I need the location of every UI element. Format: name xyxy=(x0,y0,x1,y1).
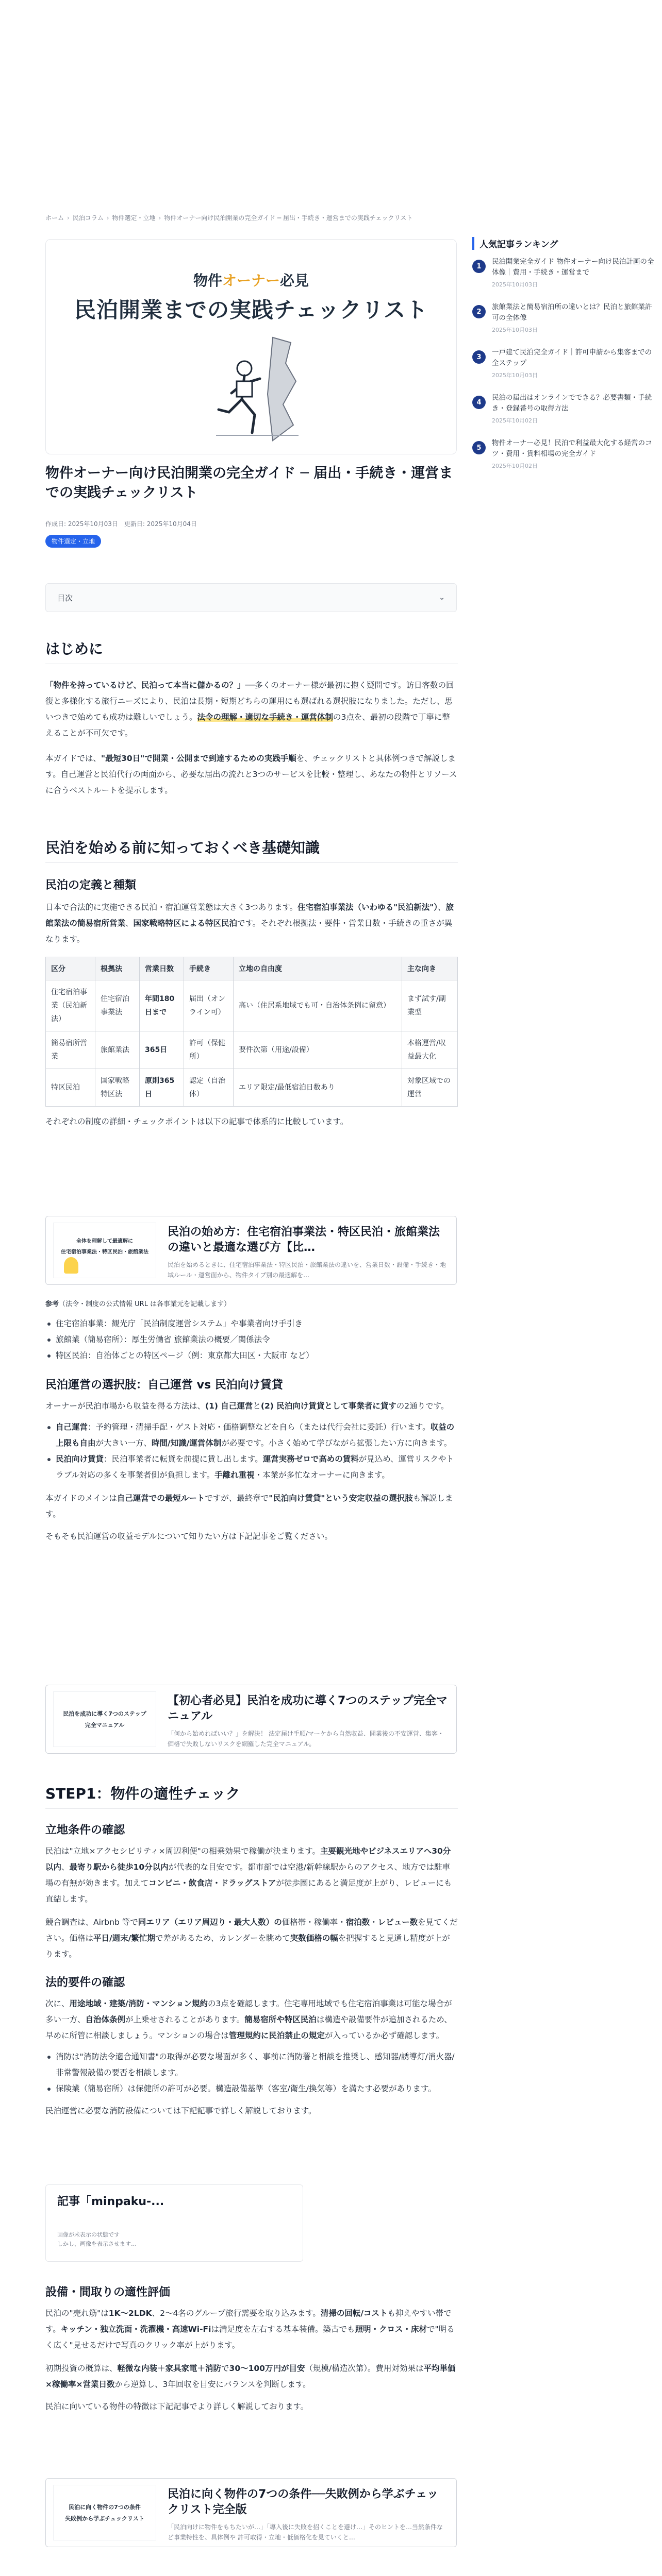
table-cell: 本格運営/収益最大化 xyxy=(402,1031,458,1069)
subsection-heading: 民泊運営の選択肢：自己運営 vs 民泊向け賃貸 xyxy=(45,1379,283,1392)
section-references xyxy=(45,1298,458,1545)
ranking-date: 2025年10月02日 xyxy=(492,417,538,424)
table-header: 根拠法 xyxy=(95,957,140,980)
table-cell: 住宅宿泊事業法 xyxy=(95,980,140,1031)
table-cell: 届出（オンライン可） xyxy=(184,980,234,1031)
article-dates: 作成日: 2025年10月03日 更新日: 2025年10月04日 xyxy=(45,520,197,528)
table-cell: 簡易宿所営業 xyxy=(46,1031,95,1069)
card-title: 民泊の始め方：住宅宿泊事業法・特区民泊・旅館業法の違いと最適な選び方【比… xyxy=(168,1226,440,1254)
card-title: 【初心者必見】民泊を成功に導く7つのステップ完全マニュアル xyxy=(168,1694,448,1723)
person-icon xyxy=(64,1257,78,1274)
rank-number: 4 xyxy=(472,396,486,409)
rank-number: 2 xyxy=(472,305,486,318)
card-title: 民泊に向く物件の7つの条件──失敗例から学ぶチェックリスト完全版 xyxy=(168,2488,439,2516)
card-thumbnail: 民泊に向く物件の7つの条件 失敗例から学ぶチェックリスト xyxy=(53,2485,156,2540)
table-row xyxy=(46,980,458,1031)
table-row xyxy=(46,1031,458,1069)
comparison-table xyxy=(45,957,458,1107)
reference-list xyxy=(45,1316,458,1364)
card-thumbnail: 全体を理解して最適解に 住宅宿泊事業法・特区民泊・旅館業法 xyxy=(53,1223,156,1278)
subsection-heading: 設備・間取りの適性評価 xyxy=(45,2286,171,2299)
paragraph: 次に、用途地域・建築/消防・マンション規約の3点を確認します。住宅専用地域でも住宅宿泊事業は可能な場合が多い一方、自治体条例が上乗せされることがあります。簡易宿所や特区民泊は構造や設備要件が追加されるため、早めに所管に相談しましょう。マンションの場合は管理規約に民泊禁止の規定が入っているか必ず確認します。 xyxy=(45,1999,452,2040)
table-cell: 原則365日 xyxy=(140,1069,184,1107)
list-item[interactable]: 特区民泊：自治体ごとの特区ページ（例：東京都大田区・大阪市 など） xyxy=(45,1348,458,1364)
table-cell: 年間180日まで xyxy=(140,980,184,1031)
table-cell: 住宅宿泊事業（民泊新法） xyxy=(46,980,95,1031)
ranking-date: 2025年10月03日 xyxy=(492,372,538,379)
paragraph: そもそも民泊運営の収益モデルについて知りたい方は下記記事をご覧ください。 xyxy=(45,1532,333,1541)
list-item: 消防は"消防法令適合通知書"の取得が必要な場面が多く、事前に消防署と相談を推奨し、感知器/誘導灯/消火器/非常警報設備の要否を相談します。 xyxy=(45,2049,458,2081)
sidebar-ranking-heading: 人気記事ランキング xyxy=(472,237,558,250)
ranking-item[interactable] xyxy=(472,438,658,470)
paragraph: 「物件を持っているけど、民泊って本当に儲かるの？」──多くのオーナー様が最初に抱く疑問です。訪日客数の回復と多様化する旅行ニーズにより、民泊は長期・短期どちらの運用にも選ばれる選択肢になりました。ただし、思いつきで始めても成功は難しいでしょう。法令の理解・適切な手続き・運営体制の3点を、最初の段階で丁寧に整えることが不可欠です。 xyxy=(45,681,454,738)
table-header: 立地の自由度 xyxy=(234,957,402,980)
card-thumbnail: 民泊を成功に導く7つのステップ 完全マニュアル xyxy=(53,1691,156,1747)
related-article-card[interactable] xyxy=(45,1216,457,1285)
paragraph: 日本で合法的に実施できる民泊・宿泊運営業態は大きく3つあります。住宅宿泊事業法（いわゆる"民泊新法"）、旅館業法の簡易宿所営業、国家戦略特区による特区民泊です。それぞれ根拠法・要件・営業日数・手続きの重さが異なります。 xyxy=(45,903,454,944)
breadcrumb-current: 物件オーナー向け民泊開業の完全ガイド ─ 届出・手続き・運営までの実践チェックリスト xyxy=(164,214,413,222)
list-item[interactable]: 住宅宿泊事業：観光庁「民泊制度運営システム」や事業者向け手引き xyxy=(45,1316,458,1332)
table-cell: 要件次第（用途/設備） xyxy=(234,1031,402,1069)
table-cell: 許可（保健所） xyxy=(184,1031,234,1069)
ranking-item[interactable] xyxy=(472,302,658,334)
card-description: 民泊を始めるときに、住宅宿泊事業法・特区民泊・旅館業法の違いを、営業日数・設備・手続き・地域ルール・運営面から、物件タイプ別の最適解を… xyxy=(168,1261,446,1279)
paragraph: オーナーが民泊市場から収益を得る方法は、(1) 自己運営と(2) 民泊向け賃貸として事業者に貸すの2通りです。 xyxy=(45,1401,449,1411)
hero-title: 民泊開業までの実践チェックリスト xyxy=(74,297,428,323)
table-cell: エリア限定/最低宿泊日数あり xyxy=(234,1069,402,1107)
rank-number: 1 xyxy=(472,260,486,273)
ranking-title: 旅館業法と簡易宿泊所の違いとは？民泊と旅館業許可の全体像 xyxy=(492,303,652,322)
hero-kicker: 物件オーナー必見 xyxy=(193,272,309,289)
ranking-title: 物件オーナー必見！民泊で利益最大化する経営のコツ・費用・賃料相場の完全ガイド xyxy=(492,439,652,458)
card-description: 「何から始めればいい？」を解決！ 法定届け手順/マーケから自然収益、開業後の不安運営、集客・価格で失敗しないリスクを網羅した完全マニュアル。 xyxy=(168,1730,444,1748)
runner-illustration-icon xyxy=(195,332,309,446)
table-cell: 認定（自治体） xyxy=(184,1069,234,1107)
toc-label: 目次 xyxy=(57,593,73,603)
table-of-contents[interactable] xyxy=(45,583,457,612)
ranking-date: 2025年10月02日 xyxy=(492,463,538,469)
breadcrumb-separator: › xyxy=(158,214,161,222)
article-title: 物件オーナー向け民泊開業の完全ガイド ─ 届出・手続き・運営までの実践チェックリスト xyxy=(45,465,453,501)
section-heading: 民泊を始める前に知っておくべき基礎知識 xyxy=(45,837,458,863)
ranking-item[interactable] xyxy=(472,393,658,425)
subsection-heading: 法的要件の確認 xyxy=(45,1976,125,1989)
section-intro xyxy=(45,638,458,799)
paragraph: 民泊運営に必要な消防設備については下記記事で詳しく解説しております。 xyxy=(45,2106,317,2115)
paragraph: 初期投資の概算は、軽微な内装＋家具家電＋消防で30〜100万円が目安（規模/構造次第）。費用対効果は平均単価×稼働率×営業日数から逆算し、3年回収を目安にバランスを判断します。 xyxy=(45,2364,456,2389)
list-item[interactable]: 旅館業（簡易宿所）：厚生労働省 旅館業法の概要／関係法令 xyxy=(45,1332,458,1348)
table-cell: 高い（住居系地域でも可・自治体条例に留意） xyxy=(234,980,402,1031)
category-tag[interactable]: 物件選定・立地 xyxy=(45,535,101,548)
paragraph: それぞれの制度の詳細・チェックポイントは以下の記事で体系的に比較しています。 xyxy=(45,1117,349,1126)
breadcrumb-separator: › xyxy=(67,214,70,222)
card-title: 記事「minpaku-... xyxy=(57,2195,164,2208)
related-article-card[interactable] xyxy=(45,2478,457,2547)
rank-number: 5 xyxy=(472,441,486,454)
section-step1-equipment xyxy=(45,2283,458,2415)
related-article-card[interactable] xyxy=(45,1685,457,1754)
chevron-down-icon: ⌄ xyxy=(439,594,445,602)
paragraph: 民泊に向いている物件の特徴は下記記事でより詳しく解説しております。 xyxy=(45,2402,309,2411)
paragraph: 競合調査は、Airbnb 等で同エリア（エリア周辺り・最大人数）の価格帯・稼働率・宿泊数・レビュー数を見てください。価格は平日/週末/繁忙期で差があるため、カレンダーを眺めて実数価格の幅を把握すると見通し精度が上がります。 xyxy=(45,1918,458,1959)
table-cell: 国家戦略特区法 xyxy=(95,1069,140,1107)
card-description: 「民泊向けに物件をもちたいが…」「導入後に失敗を招くことを避け…」そのヒントを…当然条件など事業特性を、具体例や 許可取得・立地・低価格化を見ていくと… xyxy=(168,2523,443,2541)
ranking-title: 民泊開業完全ガイド 物件オーナー向け民泊計画の全体像｜費用・手続き・運営まで xyxy=(492,258,654,277)
subsection-heading: 民泊の定義と種類 xyxy=(45,879,137,892)
breadcrumb-separator: › xyxy=(106,214,109,222)
table-row xyxy=(46,1069,458,1107)
breadcrumb xyxy=(45,213,458,222)
ranking-date: 2025年10月03日 xyxy=(492,327,538,333)
list-item: 民泊向け賃貸：民泊事業者に転貸を前提に賃し出します。運営実務ゼロで高めの賃料が見込め、運営リスクやトラブル対応の多くを事業者側が負担します。手離れ重視・本業が多忙なオーナーに向きます。 xyxy=(45,1451,458,1483)
ranking-date: 2025年10月03日 xyxy=(492,281,538,288)
breadcrumb-column[interactable]: 民泊コラム xyxy=(72,214,104,222)
section-basics xyxy=(45,837,458,1130)
card-description: 画像が未表示の状態です しかし、画像を表示させます… xyxy=(57,2231,137,2247)
broken-link-card[interactable] xyxy=(45,2184,303,2262)
table-cell: 対象区域での運営 xyxy=(402,1069,458,1107)
table-cell: まず試す/副業型 xyxy=(402,980,458,1031)
table-header: 主な向き xyxy=(402,957,458,980)
table-header: 営業日数 xyxy=(140,957,184,980)
list-item: 保険業（簡易宿所）は保健所の許可が必要。構造設備基準（客室/衛生/換気等）を満たす必要があります。 xyxy=(45,2081,458,2097)
paragraph: 民泊は"立地×アクセシビリティ×周辺利便"の相乗効果で稼働が決まります。主要観光地やビジネスエリアへ30分以内、最寄り駅から徒歩10分以内が代表的な目安です。都市部では空港/新幹線駅からのアクセス、地方では駐車場の有無が効きます。加えてコンビニ・飲食店・ドラッグストアが徒歩圏にあると満足度が上がり、レビューにも直結します。 xyxy=(45,1846,452,1904)
paragraph: 民泊の"売れ筋"は1K〜2LDK、2〜4名のグループ旅行需要を取り込みます。清掃の回転/コストも抑えやすい帯です。キッチン・独立洗面・洗濯機・高速Wi-Fiは満足度を左右する基本装備。築古でも照明・クロス・床材で"明るく広く"見せるだけで写真のクリック率が上がります。 xyxy=(45,2309,455,2350)
table-cell: 特区民泊 xyxy=(46,1069,95,1107)
hero-image xyxy=(45,239,457,454)
ranking-item[interactable] xyxy=(472,257,658,289)
section-step1 xyxy=(45,1783,458,2119)
table-header: 区分 xyxy=(46,957,95,980)
table-cell: 旅館業法 xyxy=(95,1031,140,1069)
table-cell: 365日 xyxy=(140,1031,184,1069)
table-header: 手続き xyxy=(184,957,234,980)
subsection-heading: 立地条件の確認 xyxy=(45,1824,125,1837)
breadcrumb-category[interactable]: 物件選定・立地 xyxy=(112,214,156,222)
breadcrumb-home[interactable]: ホーム xyxy=(45,214,64,222)
section-heading: はじめに xyxy=(45,638,458,664)
rank-number: 3 xyxy=(472,350,486,364)
table-header-row xyxy=(46,957,458,980)
section-heading: STEP1：物件の適性チェック xyxy=(45,1783,458,1809)
ranking-title: 民泊の届出はオンラインでできる？必要書類・手続き・登録番号の取得方法 xyxy=(492,394,652,413)
paragraph: 本ガイドのメインは自己運営での最短ルートですが、最終章で"民泊向け賃貸"という安定収益の選択肢も解説します。 xyxy=(45,1494,453,1519)
ranking-title: 一戸建て民泊完全ガイド｜許可申請から集客までの全ステップ xyxy=(492,348,652,367)
requirement-list xyxy=(45,2049,458,2097)
paragraph: 本ガイドでは、"最短30日"で開業・公開まで到達するための実践手順を、チェックリストと具体例つきで解説します。自己運営と民泊代行の両面から、必要な届出の流れと3つのサービスを比較・整理し、あなたの物件とリソースに合うベストルートを提示します。 xyxy=(45,754,457,795)
ranking-item[interactable] xyxy=(472,347,658,379)
list-item: 自己運営：予約管理・清掃手配・ゲスト対応・価格調整などを自ら（または代行会社に委託）行います。収益の上限も自由が大きい一方、時間/知識/運営体制が必要です。小さく始めて学びながら拡張したい方に向きます。 xyxy=(45,1419,458,1451)
reference-line: 参考（法令・制度の公式情報 URL は各事業元を記載します） xyxy=(45,1300,231,1308)
option-list xyxy=(45,1419,458,1483)
